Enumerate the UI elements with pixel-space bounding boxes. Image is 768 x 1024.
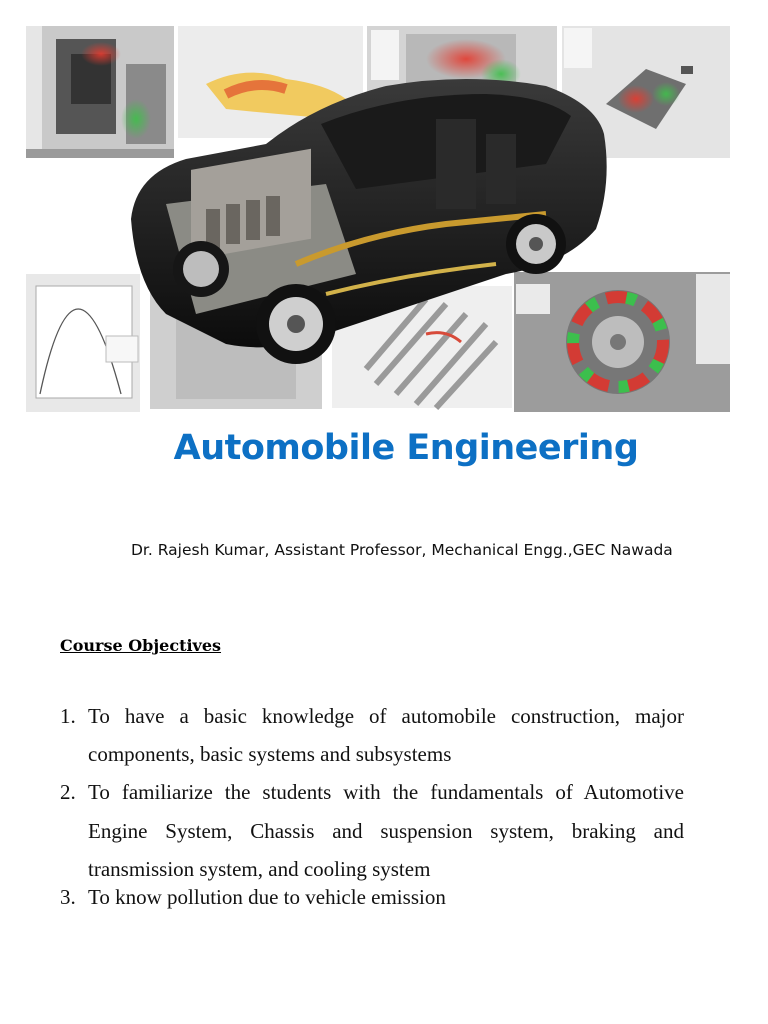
list-item-number: 2. (60, 780, 76, 804)
list-item-number: 1. (60, 704, 76, 728)
list-item (60, 697, 684, 773)
panel-brake-disc (514, 272, 730, 412)
list-item-number: 3. (60, 884, 76, 909)
cover-illustration (26, 24, 730, 416)
panel-engine-rig (26, 26, 174, 158)
panel-curve-plot (26, 274, 140, 412)
list-item-text: To have a basic knowledge of automobile construction, major components, basic systems and subsystems (88, 704, 684, 766)
objectives-list (60, 697, 684, 913)
page-title: Automobile Engineering (173, 428, 639, 468)
author-line: Dr. Rajesh Kumar, Assistant Professor, Mechanical Engg.,GEC Nawada (131, 541, 673, 559)
list-item-text: To familiarize the students with the fundamentals of Automotive Engine System, Chassis and suspension system, braking and transmission system, and cooling system (88, 780, 684, 881)
list-item-text: To know pollution due to vehicle emission (88, 884, 446, 909)
list-item (60, 773, 684, 889)
section-heading: Course Objectives (60, 636, 222, 655)
list-item (60, 881, 684, 913)
